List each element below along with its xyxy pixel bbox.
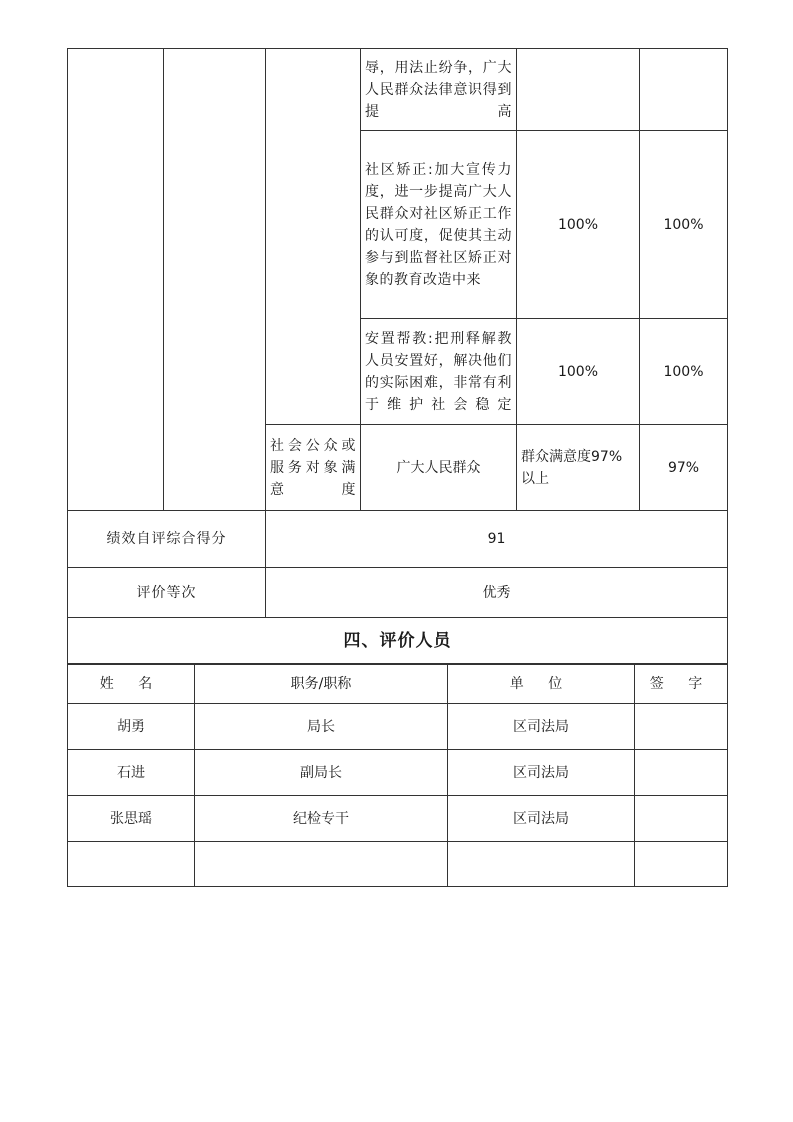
- personnel-row: [68, 796, 728, 842]
- personnel-row: [68, 842, 728, 887]
- target-value: 100%: [517, 131, 640, 319]
- person-name: 张思瑶: [68, 796, 195, 842]
- person-unit: 区司法局: [448, 750, 635, 796]
- satisfaction-actual: 97%: [640, 425, 728, 511]
- indicator-text: 辱，用法止纷争，广大人民群众法律意识得到提高: [361, 49, 517, 131]
- section-title-row: [68, 618, 728, 665]
- score-label: 绩效自评综合得分: [68, 511, 266, 568]
- actual-value: 100%: [640, 319, 728, 425]
- person-name: [68, 842, 195, 887]
- header-sign: 签 字: [635, 664, 728, 704]
- satisfaction-category: 社会公众或服务对象满意度: [266, 425, 361, 511]
- person-signature: [635, 796, 728, 842]
- indicator-text: 社区矫正:加大宣传力度，进一步提高广大人民群众对社区矫正工作的认可度，促使其主动参与到监督社区矫正对象的教育改造中来: [361, 131, 517, 319]
- grade-row: [68, 568, 728, 618]
- header-name: 姓 名: [68, 664, 195, 704]
- header-unit: 单 位: [448, 664, 635, 704]
- satisfaction-indicator: 广大人民群众: [361, 425, 517, 511]
- person-unit: [448, 842, 635, 887]
- personnel-table: [67, 663, 728, 887]
- satisfaction-target: 群众满意度97%以上: [517, 425, 640, 511]
- performance-table: [67, 48, 728, 665]
- category-cell-l2: [164, 49, 266, 511]
- personnel-row: [68, 704, 728, 750]
- grade-value: 优秀: [266, 568, 728, 618]
- grade-label: 评价等次: [68, 568, 266, 618]
- person-unit: 区司法局: [448, 796, 635, 842]
- person-title: 纪检专干: [195, 796, 448, 842]
- person-title: 局长: [195, 704, 448, 750]
- personnel-row: [68, 750, 728, 796]
- personnel-header-row: [68, 664, 728, 704]
- person-name: 胡勇: [68, 704, 195, 750]
- header-title: 职务/职称: [195, 664, 448, 704]
- indicator-row: [68, 49, 728, 131]
- person-unit: 区司法局: [448, 704, 635, 750]
- person-name: 石进: [68, 750, 195, 796]
- actual-value: [640, 49, 728, 131]
- actual-value: 100%: [640, 131, 728, 319]
- score-row: [68, 511, 728, 568]
- target-value: [517, 49, 640, 131]
- person-signature: [635, 704, 728, 750]
- person-signature: [635, 750, 728, 796]
- target-value: 100%: [517, 319, 640, 425]
- section-title: 四、评价人员: [68, 618, 728, 665]
- category-cell-l3: [266, 49, 361, 425]
- score-value: 91: [266, 511, 728, 568]
- person-title: [195, 842, 448, 887]
- indicator-text: 安置帮教:把刑释解教人员安置好，解决他们的实际困难，非常有利于维护社会稳定: [361, 319, 517, 425]
- person-title: 副局长: [195, 750, 448, 796]
- person-signature: [635, 842, 728, 887]
- category-cell-l1: [68, 49, 164, 511]
